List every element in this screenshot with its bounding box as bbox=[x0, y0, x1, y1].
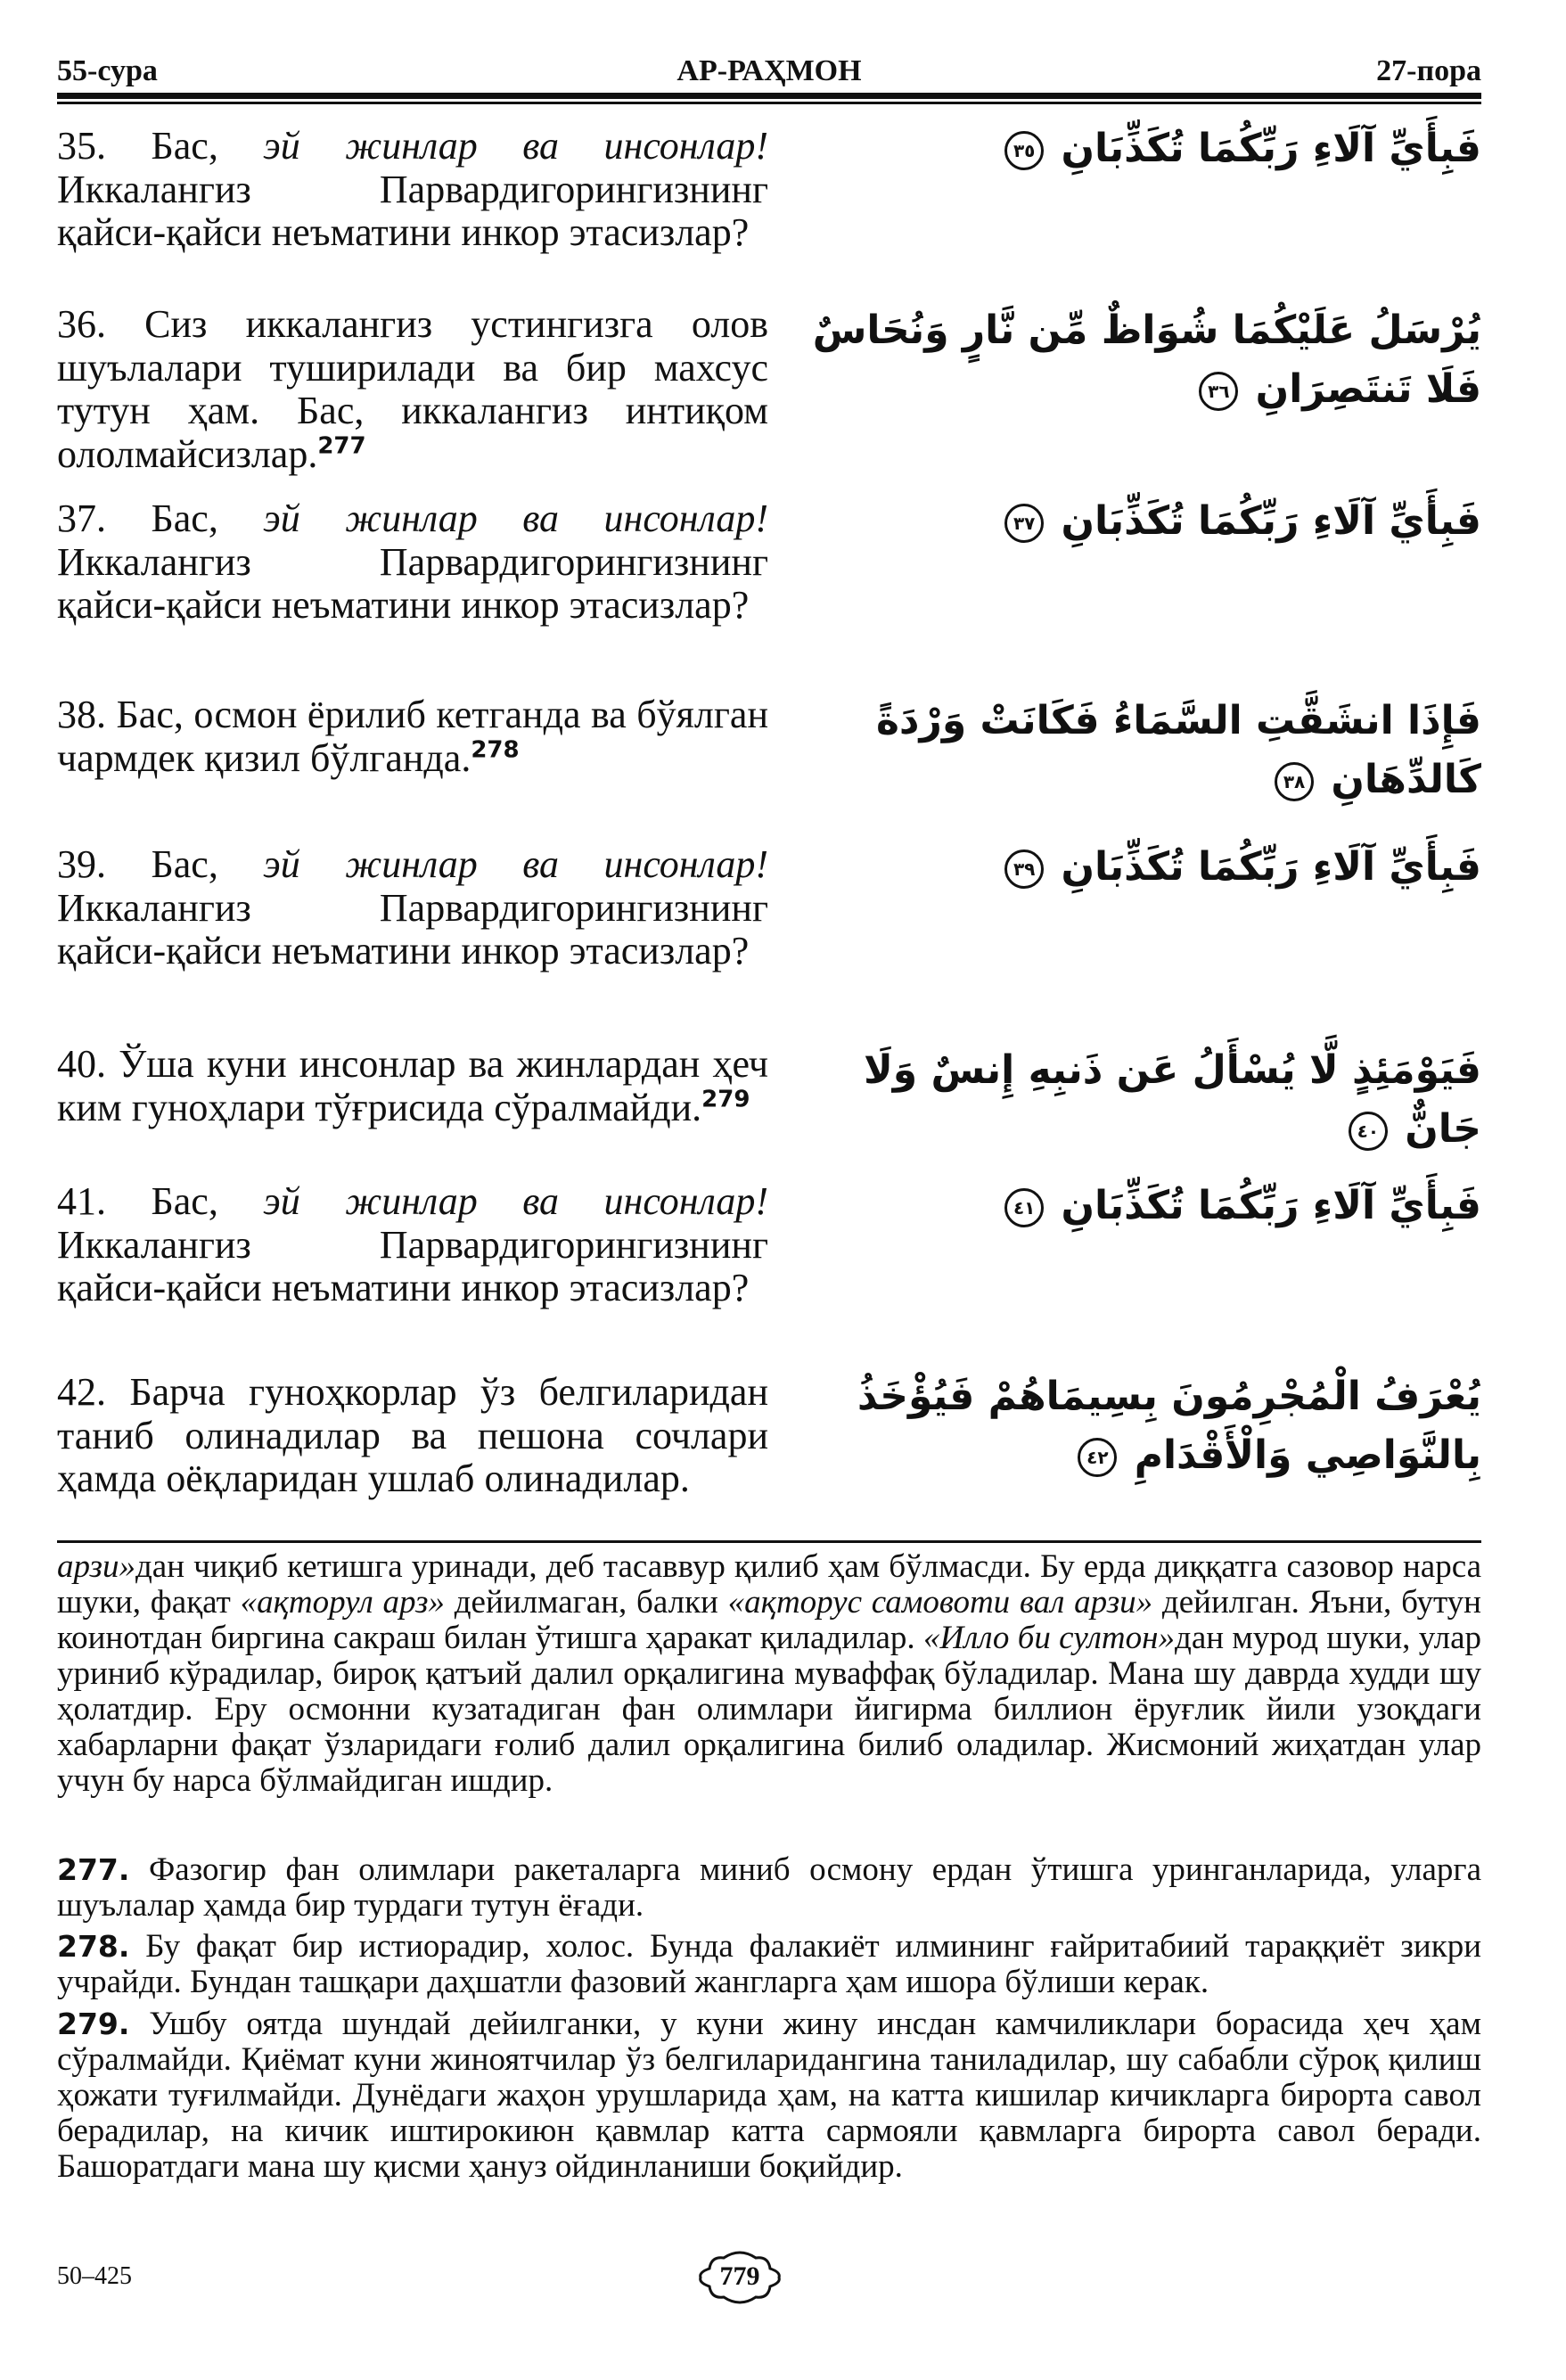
verse-arabic: فَيَوْمَئِذٍ لَّا يُسْأَلُ عَن ذَنبِهِ إِنسٌ وَلَا جَانٌّ ٤٠ bbox=[864, 1047, 1481, 1152]
running-header bbox=[57, 53, 1481, 89]
ayah-number-marker: ٣٦ bbox=[1199, 372, 1238, 411]
verse-translation: 42. Барча гуноҳкорлар ўз белгиларидан таниб олинадилар ва пешона сочлари ҳамда оёқларидан ушлаб олинадилар. bbox=[57, 1370, 769, 1500]
ayah-number-marker: ٣٨ bbox=[1275, 762, 1314, 801]
footnote-ref[interactable]: 277 bbox=[317, 431, 366, 459]
verse-translation: 35. Бас, эй жинлар ва инсонлар! Иккалангиз Парвардигорингизнинг қайси-қайси неъматини инкор этасизлар? bbox=[57, 124, 769, 254]
verse-arabic: يُرْسَلُ عَلَيْكُمَا شُوَاظٌ مِّن نَّارٍ وَنُحَاسٌ فَلَا تَنتَصِرَانِ ٣٦ bbox=[812, 308, 1481, 412]
ayah-number-marker: ٣٧ bbox=[1004, 504, 1044, 543]
surah-title: АР-РАҲМОН bbox=[676, 54, 862, 87]
footnote-277: 277. Фазогир фан олимлари ракеталарга миниб осмону ердан ўтишга уринганларида, уларга шуълалар ҳамда бир турдаги тутун ёғади. bbox=[57, 1851, 1481, 1924]
verse-translation: 38. Бас, осмон ёрилиб кетганда ва бўялган чармдек қизил бўлганда.$^{278}$ bbox=[57, 693, 768, 780]
verse-translation: 37. Бас, эй жинлар ва инсонлар! Иккалангиз Парвардигорингизнинг қайси-қайси неъматини инкор этасизлар? bbox=[57, 497, 769, 627]
verse-arabic: فَبِأَيِّ آلَاءِ رَبِّكُمَا تُكَذِّبَانِ ٣٩ bbox=[788, 838, 1481, 897]
footnote-279: 279. Ушбу оятда шундай дейилганки, у куни жину инсдан камчиликлари борасида ҳеч ҳам сўралмайди. Қиёмат куни жиноятчилар ўз белгиларидангина таниладилар, шу сабабли сўроқ қилиш ҳожати туғилмайди. Дунёдаги жаҳон урушларида ҳам, на катта кишилар кичикларга бирорта савол берадилар, на кичик иштирокиюн қавмлар катта сармояли қавмларга бирорта савол беради. Башоратдаги мана шу қисми ҳануз ойдинланиши боқийдир. bbox=[57, 2006, 1482, 2185]
ayah-number-marker: ٣٩ bbox=[1004, 849, 1044, 889]
verse-translation: 41. Бас, эй жинлар ва инсонлар! Иккалангиз Парвардигорингизнинг қайси-қайси неъматини инкор этасизлар? bbox=[57, 1179, 769, 1309]
footnote-number: 279. bbox=[57, 2007, 130, 2041]
header-rule-thin bbox=[57, 102, 1481, 104]
verse-arabic: فَإِذَا انشَقَّتِ السَّمَاءُ فَكَانَتْ وَرْدَةً كَالدِّهَانِ ٣٨ bbox=[875, 698, 1481, 802]
verse-translation: 39. Бас, эй жинлар ва инсонлар! Иккалангиз Парвардигорингизнинг қайси-қайси неъматини инкор этасизлар? bbox=[57, 842, 769, 973]
verse-translation: 40. Ўша куни инсонлар ва жинлардан ҳеч ким гуноҳлари тўғрисида сўралмайди.$^{279}$ bbox=[57, 1042, 769, 1129]
footnote-separator bbox=[57, 1540, 1481, 1543]
ayah-number-marker: ٣٥ bbox=[1004, 131, 1044, 170]
printer-signature: 50–425 bbox=[57, 2262, 132, 2290]
ayah-number-marker: ٤٠ bbox=[1349, 1112, 1388, 1151]
ayah-number-marker: ٤١ bbox=[1004, 1188, 1044, 1227]
verse-arabic: فَبِأَيِّ آلَاءِ رَبِّكُمَا تُكَذِّبَانِ ٤١ bbox=[788, 1177, 1481, 1235]
footnote-ref[interactable]: 278 bbox=[471, 735, 520, 763]
page-number-ornament bbox=[697, 2251, 783, 2304]
ayah-number-marker: ٤٢ bbox=[1078, 1438, 1117, 1477]
verse-arabic: فَبِأَيِّ آلَاءِ رَبِّكُمَا تُكَذِّبَانِ ٣٥ bbox=[788, 119, 1481, 178]
commentary-continuation: арзи»дан чиқиб кетишга уринади, деб тасаввур қилиб ҳам бўлмасди. Бу ерда диққатга сазовор нарса шуки, фақат «ақторул арз» дейилмаган, балки «ақторус самовоти вал арзи» дейилган. Яъни, бутун коинотдан биргина сакраш билан ўтишга ҳаракат қиладилар. «Илло би султон»дан мурод шуки, улар уриниб кўрадилар, бироқ қатъий далил орқалигина муваффақ бўладилар. Мана шу даврда худди шу ҳолатдир. Еру осмонни кузатадиган фан олимлари йигирма биллион ёруғлик йили узоқдаги хабарларни фақат ўзларидаги ғолиб далил орқалигина билиб оладилар. Жисмоний жиҳатдан улар учун бу нарса бўлмайдиган ишдир. bbox=[57, 1548, 1481, 1799]
verse-arabic: فَبِأَيِّ آلَاءِ رَبِّكُمَا تُكَذِّبَانِ ٣٧ bbox=[788, 492, 1481, 551]
header-rule-thick bbox=[57, 93, 1481, 99]
verse-arabic: يُعْرَفُ الْمُجْرِمُونَ بِسِيمَاهُمْ فَيُؤْخَذُ بِالنَّوَاصِي وَالْأَقْدَامِ ٤٢ bbox=[857, 1374, 1481, 1478]
footnote-ref[interactable]: 279 bbox=[701, 1085, 750, 1112]
footnote-number: 277. bbox=[57, 1852, 130, 1887]
footnote-278: 278. Бу фақат бир истиорадир, холос. Бунда фалакиёт илмининг ғайритабиий тараққиёт зикри учрайди. Бундан ташқари даҳшатли фазовий жангларга ҳам ишора бўлиши керак. bbox=[57, 1928, 1481, 2000]
juz-number: 27-пора bbox=[1376, 54, 1481, 87]
verse-translation: 36. Сиз иккалангиз устингизга олов шуълалари туширилади ва бир махсус тутун ҳам. Бас, иккалангиз интиқом ололмайсизлар.$^{277}$ bbox=[57, 302, 769, 476]
page-number: 779 bbox=[719, 2261, 760, 2291]
surah-number: 55-сура bbox=[57, 54, 158, 87]
footnote-number: 278. bbox=[57, 1929, 130, 1964]
